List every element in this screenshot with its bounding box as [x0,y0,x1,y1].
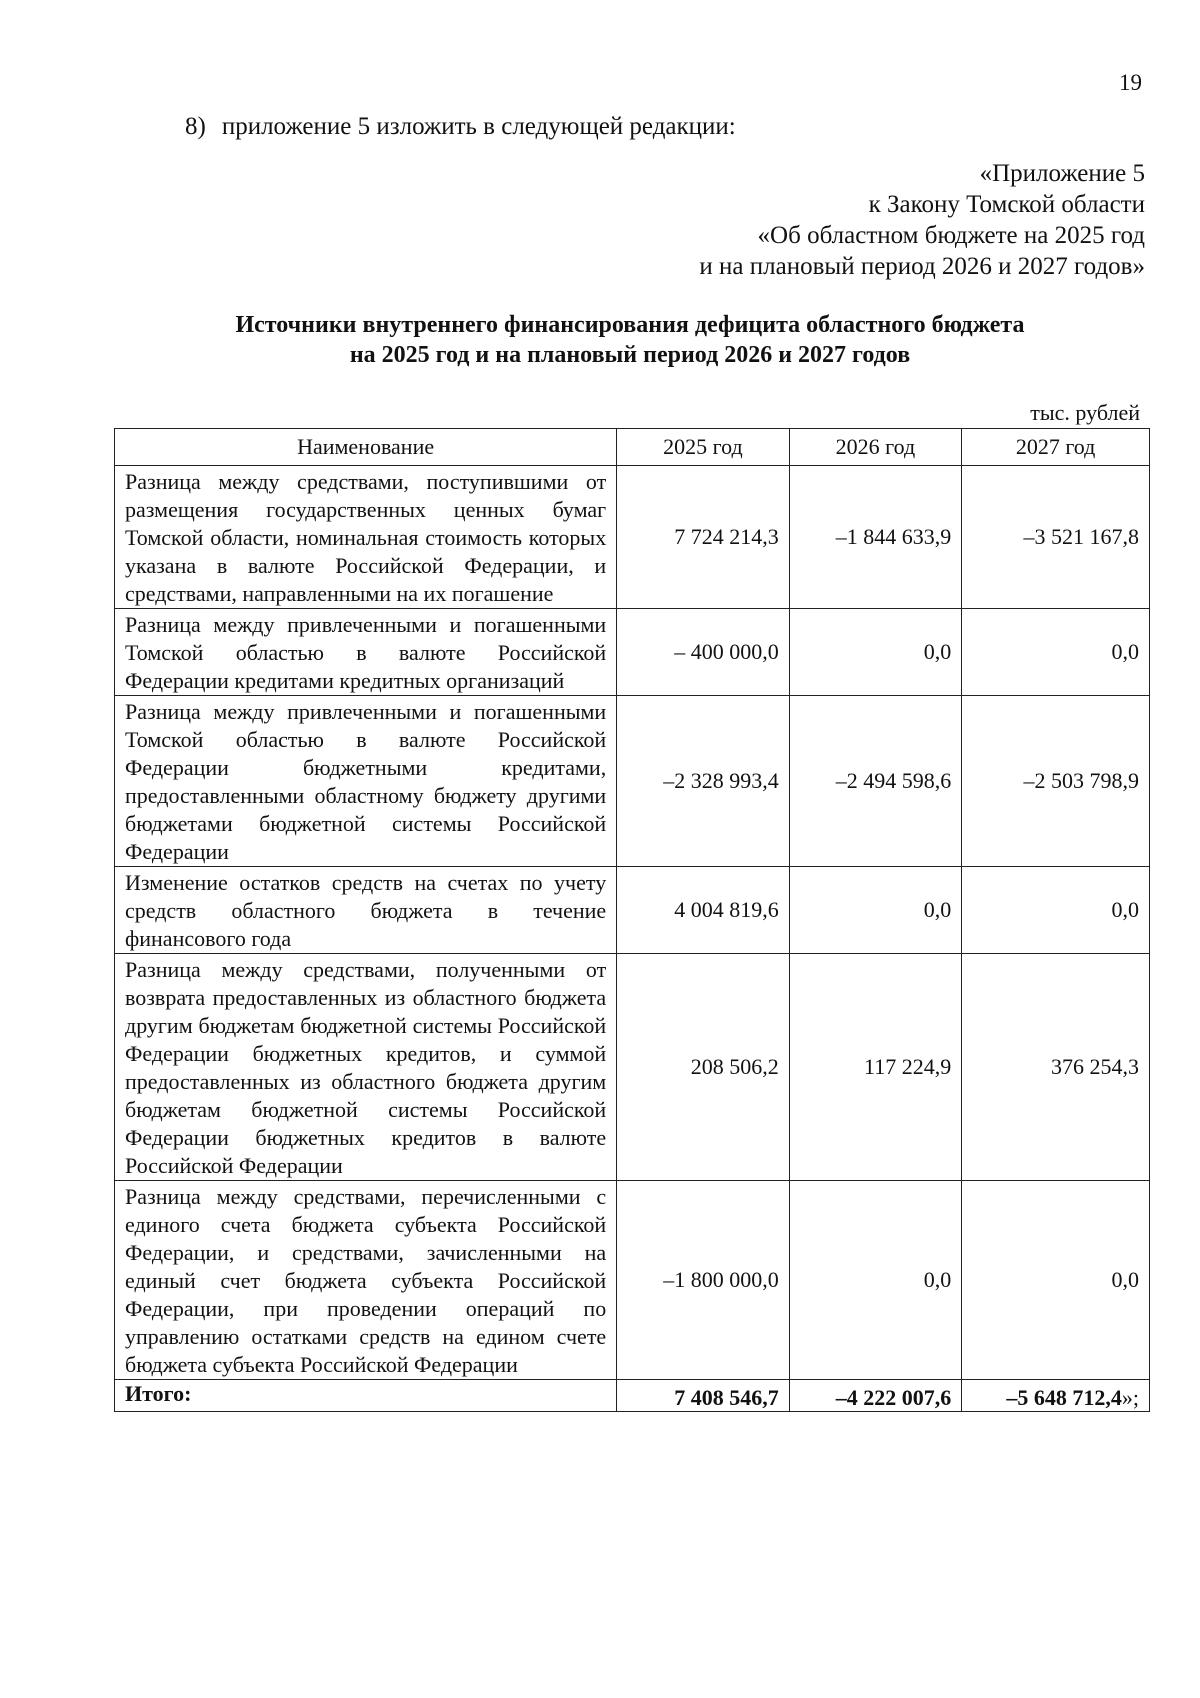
value-2026: 117 224,9 [789,954,962,1181]
document-title-line: Источники внутреннего финансирования дефицита областного бюджета [235,312,1025,338]
annex-header-line: «Об областном бюджете на 2025 год [757,222,1145,249]
closing-quote: »; [1121,1385,1139,1410]
intro-paragraph [185,113,736,141]
row-name: Разница между средствами, поступившими от размещения государственных ценных бумаг Томской области, номинальная стоимость которых указана в валюте Российской Федерации, и средствами, направленными на их погашение [115,466,617,609]
intro-text: приложение 5 изложить в следующей редакции: [221,113,736,140]
document-title [0,310,1200,370]
value-2025: –2 328 993,4 [617,696,790,867]
units-label: тыс. рублей [1030,400,1140,425]
document-title-line: на 2025 год и на плановый период 2026 и 2027 годов [349,342,911,368]
table-row [115,696,1150,867]
total-2027-cell [962,1380,1150,1412]
column-header-name: Наименование [115,429,617,466]
column-header-2025: 2025 год [617,429,790,466]
value-2025: 208 506,2 [617,954,790,1181]
table-row [115,954,1150,1181]
total-label: Итого: [115,1380,617,1412]
value-2027: 0,0 [962,867,1150,954]
table-row [115,466,1150,609]
value-2026: 0,0 [789,1181,962,1380]
value-2026: 0,0 [789,867,962,954]
intro-item-number: 8) [185,113,206,140]
value-2027: –2 503 798,9 [962,696,1150,867]
value-2027: 0,0 [962,609,1150,696]
row-name: Разница между привлеченными и погашенными Томской областью в валюте Российской Федерации кредитами кредитных организаций [115,609,617,696]
value-2026: –1 844 633,9 [789,466,962,609]
table-row [115,609,1150,696]
annex-header-line: к Закону Томской области [868,191,1145,218]
row-name: Разница между средствами, полученными от возврата предоставленных из областного бюджета другим бюджетам бюджетной системы Российской Федерации бюджетных кредитов, и суммой предоставленных из областного бюджета другим бюджетам бюджетной системы Российской Федерации бюджетных кредитов в валюте Российской Федерации [115,954,617,1181]
value-2026: 0,0 [789,609,962,696]
value-2025: – 400 000,0 [617,609,790,696]
annex-header-line: и на плановый период 2026 и 2027 годов» [699,253,1145,280]
value-2026: –2 494 598,6 [789,696,962,867]
total-2027: –5 648 712,4 [1006,1385,1122,1410]
row-name: Разница между средствами, перечисленными с единого счета бюджета субъекта Российской Федерации, и средствами, зачисленными на единый счет бюджета субъекта Российской Федерации, при проведении операций по управлению остатками средств на едином счете бюджета субъекта Российской Федерации [115,1181,617,1380]
table-row [115,1181,1150,1380]
financing-sources-table [114,428,1150,1412]
annex-header-line: «Приложение 5 [979,160,1145,187]
annex-header [445,158,1145,282]
table-row [115,867,1150,954]
total-2026: –4 222 007,6 [789,1380,962,1412]
value-2025: 4 004 819,6 [617,867,790,954]
value-2027: 0,0 [962,1181,1150,1380]
value-2025: –1 800 000,0 [617,1181,790,1380]
value-2027: –3 521 167,8 [962,466,1150,609]
column-header-2027: 2027 год [962,429,1150,466]
total-row [115,1380,1150,1412]
total-2025: 7 408 546,7 [617,1380,790,1412]
row-name: Изменение остатков средств на счетах по учету средств областного бюджета в течение финансового года [115,867,617,954]
value-2027: 376 254,3 [962,954,1150,1181]
page-number: 19 [1119,70,1142,95]
row-name: Разница между привлеченными и погашенными Томской областью в валюте Российской Федерации бюджетными кредитами, предоставленными областному бюджету другими бюджетами бюджетной системы Российской Федерации [115,696,617,867]
column-header-2026: 2026 год [789,429,962,466]
value-2025: 7 724 214,3 [617,466,790,609]
table-header-row [115,429,1150,466]
